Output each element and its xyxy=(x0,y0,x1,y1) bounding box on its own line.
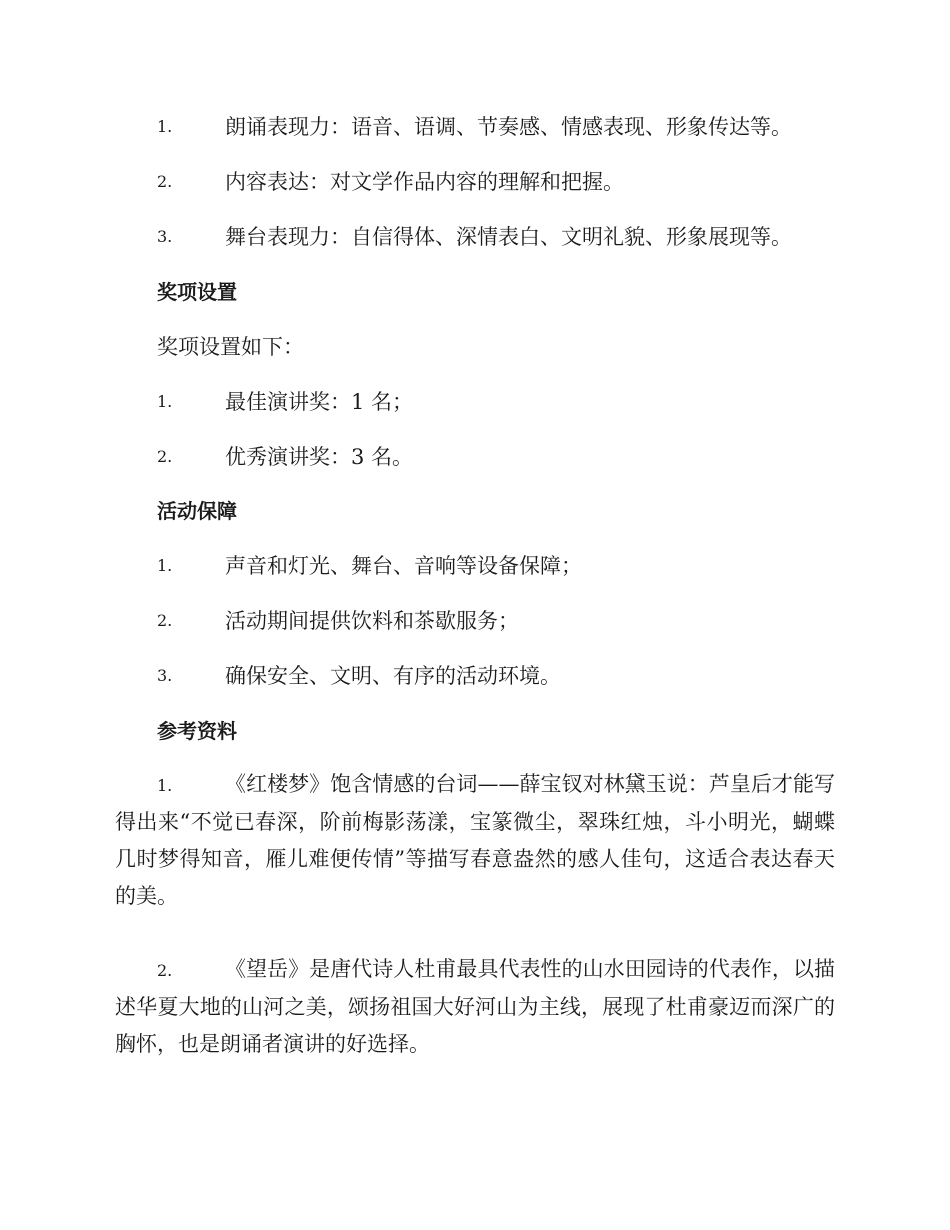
list-number: 2. xyxy=(157,611,173,630)
criteria-item-3 xyxy=(0,217,950,257)
list-text: 舞台表现力：自信得体、深情表白、文明礼貌、形象展现等。 xyxy=(225,225,792,249)
awards-item-2 xyxy=(0,437,950,477)
list-number: 1. xyxy=(157,392,173,411)
list-text: 朗诵表现力：语音、语调、节奏感、情感表现、形象传达等。 xyxy=(225,115,792,139)
reference-text: 《望岳》是唐代诗人杜甫最具代表性的山水田园诗的代表作，以描述华夏大地的山河之美，颂扬祖国大好河山为主线，展现了杜甫豪迈而深广的胸怀，也是朗诵者演讲的好选择。 xyxy=(115,957,835,1056)
section-heading-support: 活动保障 xyxy=(157,499,237,523)
reference-item-2 xyxy=(115,951,835,1063)
criteria-item-2 xyxy=(0,162,950,202)
section-heading-references: 参考资料 xyxy=(157,719,237,743)
criteria-item-1 xyxy=(0,107,950,147)
reference-text: 《红楼梦》饱含情感的台词——薛宝钗对林黛玉说：芦皇后才能写得出来“不觉已春深，阶前梅影荡漾，宝篆微尘，翠珠红烛，斗小明光，蝴蝶几时梦得知音，雁儿难便传情”等描写春意盎然的感人佳句，这适合表达春天的美。 xyxy=(115,772,835,908)
support-item-2 xyxy=(0,601,950,641)
list-text: 优秀演讲奖：3 名。 xyxy=(225,445,414,469)
list-number: 2. xyxy=(157,447,173,466)
list-text: 声音和灯光、舞台、音响等设备保障； xyxy=(225,554,582,578)
awards-intro: 奖项设置如下： xyxy=(157,335,304,359)
list-text: 确保安全、文明、有序的活动环境。 xyxy=(225,664,561,688)
list-number: 2. xyxy=(157,172,173,191)
list-text: 最佳演讲奖：1 名； xyxy=(225,390,414,414)
awards-heading-row xyxy=(0,272,950,312)
list-number: 3. xyxy=(157,227,173,246)
reference-item-1 xyxy=(115,766,835,915)
list-number: 3. xyxy=(157,666,173,685)
list-text: 内容表达：对文学作品内容的理解和把握。 xyxy=(225,170,624,194)
support-item-3 xyxy=(0,656,950,696)
list-text: 活动期间提供饮料和茶歇服务； xyxy=(225,609,519,633)
awards-intro-row xyxy=(0,327,950,367)
list-number: 1. xyxy=(157,776,173,795)
references-heading-row xyxy=(0,711,950,751)
awards-item-1 xyxy=(0,382,950,422)
list-number: 1. xyxy=(157,117,173,136)
support-item-1 xyxy=(0,546,950,586)
list-number: 2. xyxy=(157,961,173,980)
list-number: 1. xyxy=(157,556,173,575)
section-heading-awards: 奖项设置 xyxy=(157,280,237,304)
support-heading-row xyxy=(0,491,950,531)
